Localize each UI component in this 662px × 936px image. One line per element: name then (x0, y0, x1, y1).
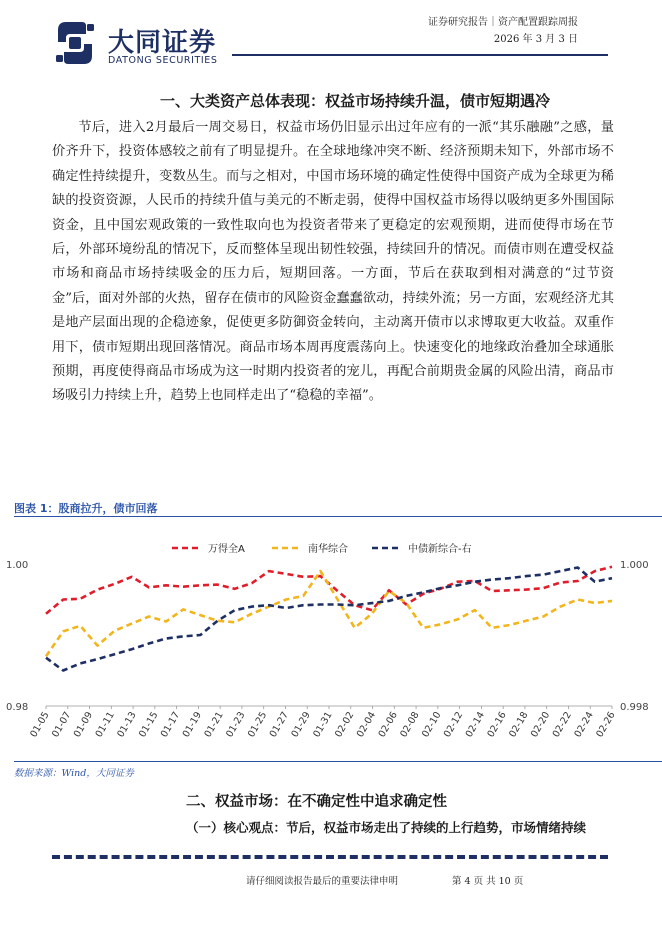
footer-divider (52, 855, 608, 859)
x-tick-label: 02-02 (333, 710, 357, 740)
page-number: 第 4 页 共 10 页 (452, 876, 524, 887)
x-tick-label: 01-19 (180, 710, 204, 740)
section-1-paragraph: 节后，进入2月最后一周交易日，权益市场仍旧显示出过年应有的一派“其乐融融”之感，量价齐升下，投资体感较之前有了明显提升。在全球地缘冲突不断、经济预期未知下，外部市场不确定性持续提升，变数丛生。而与之相对，中国市场环境的确定性使得中国资产成为全球更为稀缺的投资资源，人民币的持续升值与美元的不断走弱，使得中国权益市场得以吸纳更多外围国际资金，且中国宏观政策的一致性取向也为投资者带来了更稳定的宏观预期，进而使得市场在节后，外部环境纷乱的情况下，反而整体呈现出韧性较强，持续回升的情况。而债市则在遭受权益市场和商品市场持续吸金的压力后，短期回落。一方面，节后在获取到相对满意的“过节资金”后，面对外部的火热，留存在债市的风险资金蠢蠢欲动，持续外流；另一方面，宏观经济尤其是地产层面出现的企稳迹象，促使更多防御资金转向，主动离开债市以求博取更大收益。双重作用下，债市短期出现回落情况。商品市场本周再度震荡向上。快速变化的地缘政治叠加全球通胀预期，再度使得商品市场成为这一时期内投资者的宠儿，再配合前期贵金属的风险出清，商品市场吸引力持续上升，趋势上也同样走出了“稳稳的幸福”。 (52, 120, 614, 404)
y-axis-left (6, 560, 28, 713)
series-line (46, 571, 612, 656)
x-tick-label: 01-05 (28, 710, 52, 740)
chart-series (46, 567, 612, 671)
section-2-subtitle: （一）核心观点：节后，权益市场走出了持续的上行趋势，市场情绪持续 (186, 820, 587, 835)
x-tick-label: 02-26 (594, 710, 618, 740)
section-1-title: 一、大类资产总体表现：权益市场持续升温，债市短期遇冷 (160, 92, 551, 110)
figure-title: 图表 1：股商拉升，债市回落 (14, 502, 158, 515)
x-tick-label: 01-31 (311, 710, 335, 740)
figure-source: 数据来源：Wind，大同证券 (14, 768, 134, 779)
x-tick-label: 01-29 (289, 710, 313, 740)
x-tick-label: 01-09 (71, 710, 96, 740)
report-type: 证券研究报告｜资产配置跟踪周报 (428, 17, 578, 28)
x-tick-label: 01-13 (115, 710, 139, 740)
x-axis-ticks (28, 706, 617, 739)
asset-performance-chart (0, 518, 662, 760)
y-left-tick-label: 1.00 (6, 560, 29, 571)
source-rule (14, 761, 662, 762)
series-line (46, 567, 612, 614)
x-tick-label: 01-11 (93, 710, 117, 740)
x-tick-label: 01-25 (245, 710, 270, 740)
report-date: 2026 年 3 月 3 日 (493, 34, 578, 45)
legend-label: 南华综合 (308, 544, 348, 555)
company-name-en: DATONG SECURITIES (108, 55, 218, 66)
legal-notice: 请仔细阅读报告最后的重要法律申明 (246, 876, 399, 887)
company-name-cn: 大同证券 (108, 28, 217, 58)
x-tick-label: 02-24 (572, 710, 596, 740)
x-tick-label: 01-15 (137, 710, 161, 740)
x-tick-label: 02-18 (507, 710, 531, 740)
legend-label: 万得全A (208, 544, 245, 555)
x-tick-label: 01-27 (267, 710, 292, 740)
chart-legend (172, 542, 472, 555)
x-tick-label: 02-22 (550, 710, 575, 740)
y-left-tick-label: 0.98 (6, 702, 29, 713)
y-right-tick-label: 1.000 (620, 560, 649, 571)
logo-mark-icon (52, 20, 98, 66)
company-logo (52, 20, 232, 68)
x-tick-label: 02-06 (376, 710, 400, 740)
x-tick-label: 02-10 (420, 710, 444, 740)
x-tick-label: 02-12 (441, 710, 466, 740)
x-tick-label: 01-07 (50, 710, 74, 740)
x-tick-label: 02-20 (528, 710, 553, 740)
section-2-title: 二、权益市场：在不确定性中追求确定性 (186, 793, 447, 810)
y-axis-right (620, 560, 649, 713)
x-tick-label: 02-04 (354, 710, 379, 740)
x-tick-label: 01-21 (202, 710, 226, 740)
header-divider (232, 54, 608, 56)
x-tick-label: 02-08 (398, 710, 422, 740)
figure-title-rule (14, 516, 662, 517)
legend-label: 中债新综合-右 (408, 544, 472, 555)
x-tick-label: 01-23 (224, 710, 248, 740)
x-tick-label: 01-17 (158, 710, 183, 740)
x-tick-label: 02-14 (463, 710, 487, 740)
y-right-tick-label: 0.998 (620, 702, 649, 713)
report-meta (428, 14, 578, 48)
x-tick-label: 02-16 (485, 710, 509, 740)
